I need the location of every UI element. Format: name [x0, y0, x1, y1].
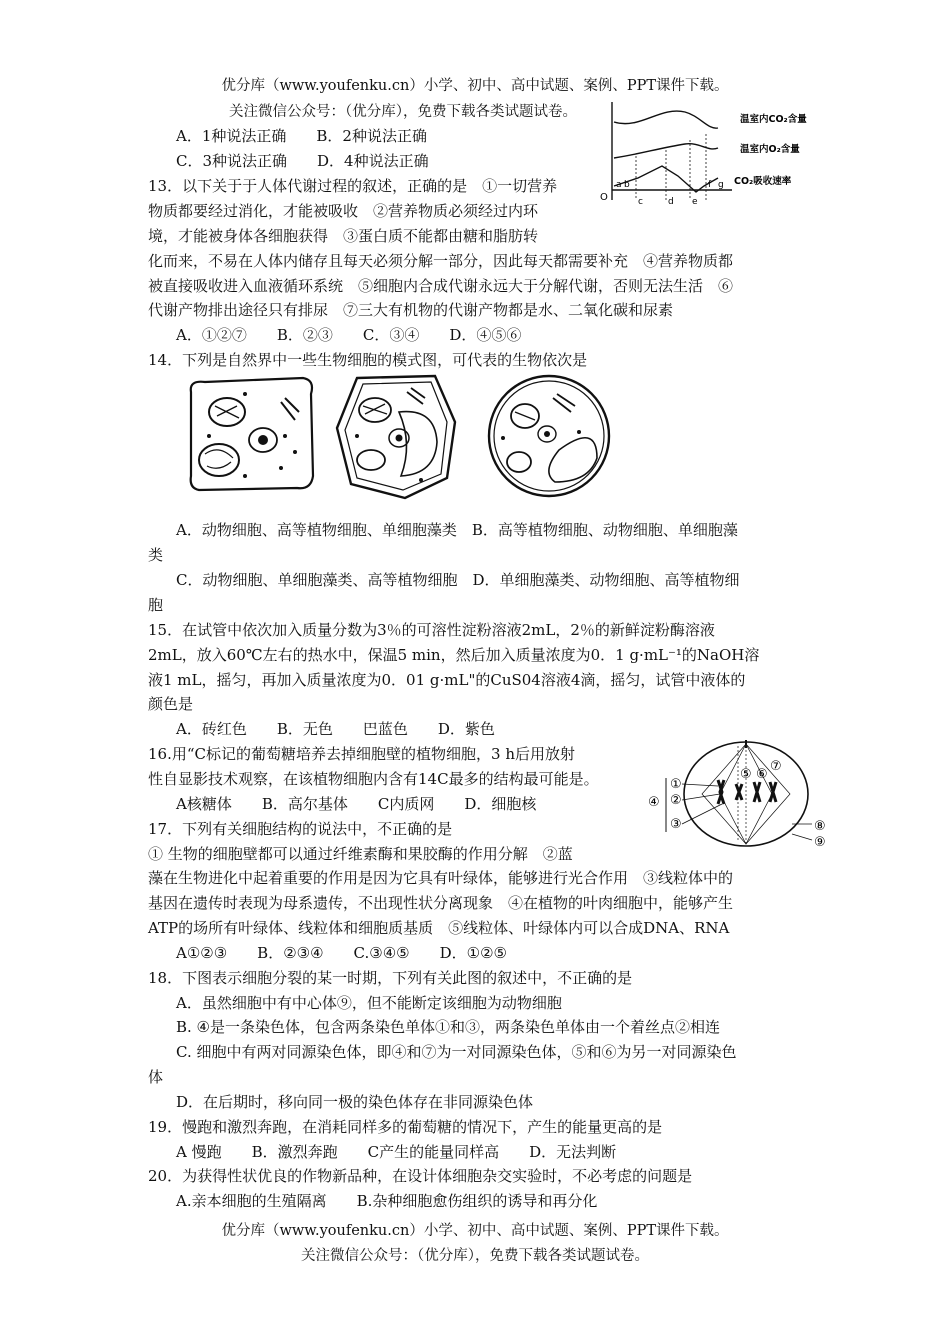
footer-line-1: 优分库（www.youfenku.cn）小学、初中、高中试题、案例、PPT课件下载。 — [221, 1223, 729, 1239]
co2-rate-label: CO₂吸收速率 — [734, 176, 792, 187]
q14-option-a-b-wrap: 类 — [148, 546, 164, 564]
label-6: ⑥ — [756, 767, 768, 782]
q18-option-b: B. ④是一条染色体，包含两条染色单体①和③，两条染色单体由一个着丝点②相连 — [176, 1018, 721, 1036]
cell-division-figure — [642, 738, 840, 850]
label-1: ① — [670, 777, 682, 792]
q14-cells-figure — [185, 372, 635, 502]
label-3: ③ — [670, 817, 682, 832]
q12-options-1: A．1种说法正确 B．2种说法正确 — [176, 127, 427, 145]
q16-options: A核糖体 B．高尔基体 C内质网 D．细胞核 — [176, 795, 537, 813]
label-9: ⑨ — [814, 835, 826, 850]
q15-line-1: 15．在试管中依次加入质量分数为3％的可溶性淀粉溶液2mL，2％的新鲜淀粉酶溶液 — [148, 621, 715, 639]
header-line-1: 优分库（www.youfenku.cn）小学、初中、高中试题、案例、PPT课件下载。 — [221, 78, 729, 94]
q18-option-c-wrap: 体 — [148, 1068, 164, 1086]
q16-line-1: 16.用“C标记的葡萄糖培养去掉细胞壁的植物细胞，3 h后用放射 — [148, 745, 575, 763]
q20-stem: 20．为获得性状优良的作物新品种，在设计体细胞杂交实验时，不必考虑的问题是 — [148, 1167, 693, 1185]
point-b-label: b — [624, 180, 630, 190]
q18-stem: 18．下图表示细胞分裂的某一时期，下列有关此图的叙述中，不正确的是 — [148, 969, 633, 987]
q13-line-2: 物质都要经过消化，才能被吸收 ②营养物质必须经过内环 — [148, 202, 539, 220]
plant-cell-drawing — [337, 376, 455, 498]
point-d-label: d — [668, 197, 674, 207]
animal-cell-drawing — [191, 378, 313, 490]
q17-line-4: ATP的场所有叶绿体、线粒体和细胞质基质 ⑤线粒体、叶绿体内可以合成DNA、RNA — [148, 919, 730, 937]
q13-line-6: 代谢产物排出途径只有排尿 ⑦三大有机物的代谢产物都是水、二氧化碳和尿素 — [148, 301, 674, 319]
co2-chart-figure — [600, 100, 825, 212]
q17-stem: 17．下列有关细胞结构的说法中，不正确的是 — [148, 820, 453, 838]
q13-line-3: 境，才能被身体各细胞获得 ③蛋白质不能都由糖和脂肪转 — [148, 227, 539, 245]
q14-option-c-d: C．动物细胞、单细胞藻类、高等植物细胞 D．单细胞藻类、动物细胞、高等植物细 — [176, 571, 740, 589]
q17-line-1: ① 生物的细胞壁都可以通过纤维素酶和果胶酶的作用分解 ②蓝 — [148, 845, 573, 863]
co2-content-label: 温室内CO₂含量 — [740, 114, 807, 125]
point-g-label: g — [718, 180, 724, 190]
q14-option-c-d-wrap: 胞 — [148, 596, 164, 614]
q13-line-4: 化而来，不易在人体内储存且每天必须分解一部分，因此每天都需要补充 ④营养物质都 — [148, 252, 734, 270]
q20-options: A.亲本细胞的生殖隔离 B.杂种细胞愈伤组织的诱导和再分化 — [176, 1192, 598, 1210]
chart-origin-label: O — [600, 192, 608, 203]
point-a-label: a — [616, 180, 622, 190]
q14-stem: 14．下列是自然界中一些生物细胞的模式图，可代表的生物依次是 — [148, 351, 588, 369]
q13-line-5: 被直接吸收进入血液循环系统 ⑤细胞内合成代谢永远大于分解代谢，否则无法生活 ⑥ — [148, 277, 734, 295]
q18-option-a: A．虽然细胞中有中心体⑨，但不能断定该细胞为动物细胞 — [176, 994, 562, 1012]
label-8: ⑧ — [814, 819, 826, 834]
label-4: ④ — [648, 795, 660, 810]
header-line-2: 关注微信公众号：（优分库），免费下载各类试题试卷。 — [229, 104, 577, 120]
q16-line-2: 性自显影技术观察，在该植物细胞内含有14C最多的结构最可能是。 — [148, 770, 599, 788]
q17-line-3: 基因在遗传时表现为母系遗传，不出现性状分离现象 ④在植物的叶肉细胞中，能够产生 — [148, 894, 734, 912]
label-5: ⑤ — [740, 767, 752, 782]
q17-line-2: 藻在生物进化中起着重要的作用是因为它具有叶绿体，能够进行光合作用 ③线粒体中的 — [148, 869, 734, 887]
label-7: ⑦ — [770, 759, 782, 774]
q12-options-2: C．3种说法正确 D．4种说法正确 — [176, 152, 429, 170]
q19-stem: 19．慢跑和激烈奔跑，在消耗同样多的葡萄糖的情况下，产生的能量更高的是 — [148, 1118, 663, 1136]
q14-option-a-b: A．动物细胞、高等植物细胞、单细胞藻类 B．高等植物细胞、动物细胞、单细胞藻 — [176, 521, 738, 539]
q13-options: A．①②⑦ B．②③ C．③④ D．④⑤⑥ — [176, 326, 522, 344]
q18-option-d: D．在后期时，移向同一极的染色体存在非同源染色体 — [176, 1093, 534, 1111]
q15-line-2: 2mL，放入60℃左右的热水中，保温5 min，然后加入质量浓度为0．1 g·mL⁻¹的NaOH溶 — [148, 646, 760, 664]
q18-option-c: C. 细胞中有两对同源染色体，即④和⑦为一对同源染色体，⑤和⑥为另一对同源染色 — [176, 1043, 737, 1061]
q15-line-3: 液1 mL，摇匀，再加入质量浓度为0．01 g·mL"的CuS04溶液4滴，摇匀，试管中液体的 — [148, 671, 746, 689]
q13-line-1: 13．以下关于于人体代谢过程的叙述，正确的是 ①一切营养 — [148, 177, 558, 195]
label-2: ② — [670, 793, 682, 808]
footer-line-2: 关注微信公众号：（优分库），免费下载各类试题试卷。 — [301, 1248, 649, 1264]
q15-line-4: 颜色是 — [148, 695, 194, 713]
o2-content-label: 温室内O₂含量 — [740, 144, 800, 155]
q17-options: A①②③ B．②③④ C.③④⑤ D．①②⑤ — [176, 944, 507, 962]
q15-options: A．砖红色 B．无色 巴蓝色 D．紫色 — [176, 720, 495, 738]
point-f-label: f — [708, 180, 712, 190]
alga-cell-drawing — [489, 376, 609, 496]
point-e-label: e — [692, 197, 698, 207]
q19-options: A 慢跑 B．激烈奔跑 C产生的能量同样高 D．无法判断 — [176, 1143, 617, 1161]
point-c-label: c — [638, 197, 643, 207]
